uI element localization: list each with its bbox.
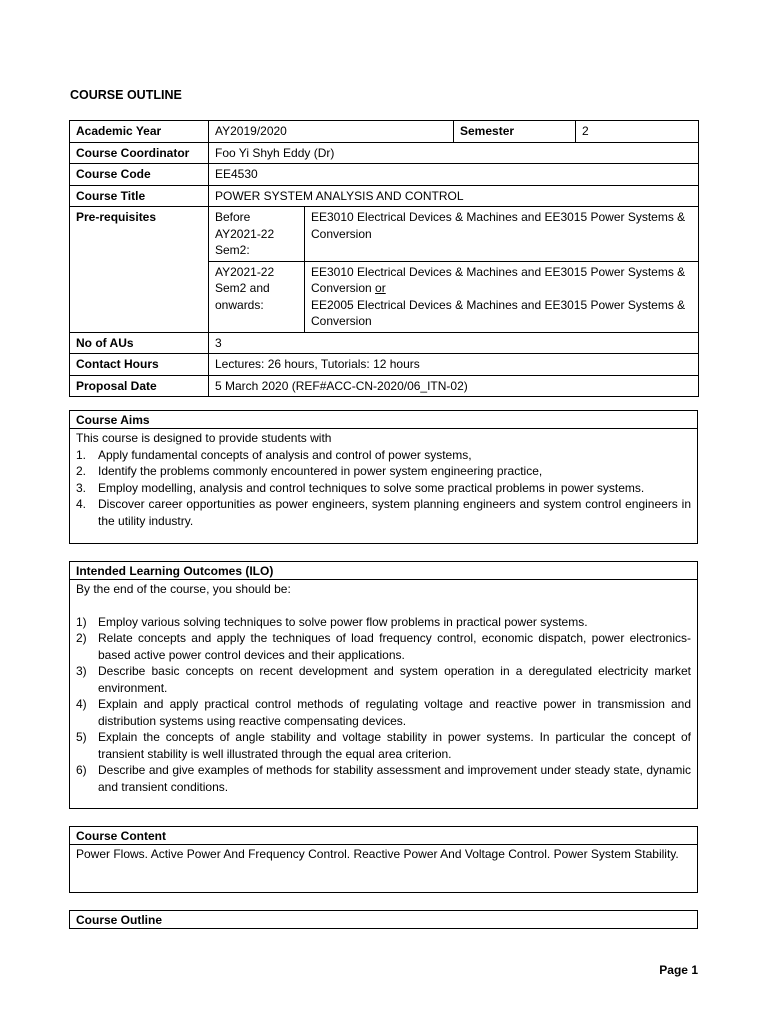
ilo-list bbox=[76, 614, 691, 796]
semester-value: 2 bbox=[576, 121, 699, 143]
prereq-after-value bbox=[305, 261, 699, 332]
course-outline-section bbox=[69, 910, 698, 929]
course-code-value: EE4530 bbox=[209, 164, 699, 186]
aim-item bbox=[76, 496, 691, 529]
aim-item-text: Discover career opportunities as power engineers, system planning engineers and system control engineers in the utility industry. bbox=[98, 497, 691, 528]
aim-item bbox=[76, 480, 691, 497]
ilo-item-text: Describe and give examples of methods for stability assessment and improvement under steady state, dynamic and transient conditions. bbox=[98, 763, 691, 794]
ilo-item-text: Relate concepts and apply the techniques of load frequency control, economic dispatch, power electronics-based active power control devices and their applications. bbox=[98, 631, 691, 662]
contact-hours-value: Lectures: 26 hours, Tutorials: 12 hours bbox=[209, 354, 699, 376]
proposal-date-value: 5 March 2020 (REF#ACC-CN-2020/06_ITN-02) bbox=[209, 375, 699, 397]
academic-year-row bbox=[70, 121, 699, 143]
aim-item-number: 1. bbox=[76, 447, 87, 462]
prereq-before-value: EE3010 Electrical Devices & Machines and EE3015 Power Systems & Conversion bbox=[305, 207, 699, 262]
ilo-item bbox=[76, 630, 691, 663]
document-title: COURSE OUTLINE bbox=[70, 88, 182, 102]
ilo-item-number: 1) bbox=[76, 614, 87, 629]
ilo-item bbox=[76, 696, 691, 729]
course-outline-heading: Course Outline bbox=[76, 913, 163, 927]
ilo-item-text: Describe basic concepts on recent development and system operation in a deregulated electricity market environment. bbox=[98, 664, 691, 695]
ilo-intro: By the end of the course, you should be: bbox=[76, 582, 291, 596]
ilo-item-text: Explain and apply practical control methods of regulating voltage and reactive power in transmission and distribution systems using reactive compensating devices. bbox=[98, 697, 691, 728]
ilo-heading: Intended Learning Outcomes (ILO) bbox=[70, 562, 697, 580]
aim-item bbox=[76, 447, 691, 464]
coordinator-row bbox=[70, 142, 699, 164]
course-aims-heading: Course Aims bbox=[70, 411, 697, 429]
course-content-text: Power Flows. Active Power And Frequency Control. Reactive Power And Voltage Control. Power System Stability. bbox=[76, 847, 679, 861]
aim-item bbox=[76, 463, 691, 480]
aim-item-number: 2. bbox=[76, 464, 87, 478]
ilo-item-number: 6) bbox=[76, 763, 87, 777]
ilo-item bbox=[76, 663, 691, 696]
academic-year-label: Academic Year bbox=[70, 121, 209, 143]
proposal-date-row bbox=[70, 375, 699, 397]
course-aims-list bbox=[76, 447, 691, 530]
course-title-row bbox=[70, 185, 699, 207]
aim-item-text: Employ modelling, analysis and control techniques to solve some practical problems in power systems. bbox=[98, 480, 645, 495]
coordinator-label: Course Coordinator bbox=[70, 142, 209, 164]
ilo-item-number: 5) bbox=[76, 730, 87, 744]
course-code-row bbox=[70, 164, 699, 186]
ilo-item-number: 3) bbox=[76, 664, 87, 678]
ilo-item-number: 2) bbox=[76, 631, 87, 645]
course-aims-section bbox=[69, 410, 698, 544]
academic-year-value: AY2019/2020 bbox=[209, 121, 454, 143]
ilo-section bbox=[69, 561, 698, 809]
prereq-before-label: Before AY2021-22 Sem2: bbox=[209, 207, 305, 262]
ilo-item bbox=[76, 614, 691, 631]
ilo-item-text: Employ various solving techniques to solve power flow problems in practical power systems. bbox=[98, 614, 588, 629]
aim-item-number: 3. bbox=[76, 480, 87, 495]
course-title-label: Course Title bbox=[70, 185, 209, 207]
semester-label: Semester bbox=[454, 121, 576, 143]
ilo-item bbox=[76, 729, 691, 762]
coordinator-value: Foo Yi Shyh Eddy (Dr) bbox=[209, 142, 699, 164]
course-info-table bbox=[69, 120, 699, 397]
aus-label: No of AUs bbox=[70, 332, 209, 354]
prereq-or: or bbox=[375, 281, 386, 295]
ilo-item-text: Explain the concepts of angle stability and voltage stability in power systems. In particular the concept of transient stability is well illustrated through the equal area criterion. bbox=[98, 730, 691, 761]
course-content-heading: Course Content bbox=[70, 827, 697, 845]
ilo-item bbox=[76, 762, 691, 795]
course-title-value: POWER SYSTEM ANALYSIS AND CONTROL bbox=[209, 185, 699, 207]
course-code-label: Course Code bbox=[70, 164, 209, 186]
aim-item-text: Identify the problems commonly encountered in power system engineering practice, bbox=[98, 464, 543, 478]
aim-item-text: Apply fundamental concepts of analysis and control of power systems, bbox=[98, 447, 472, 462]
prereq-label: Pre-requisites bbox=[70, 207, 209, 333]
course-aims-intro: This course is designed to provide students with bbox=[76, 431, 332, 445]
aus-row bbox=[70, 332, 699, 354]
prereq-after-label: AY2021-22 Sem2 and onwards: bbox=[209, 261, 305, 332]
prereq-after-option-2: EE2005 Electrical Devices & Machines and EE3015 Power Systems & Conversion bbox=[311, 297, 686, 328]
proposal-date-label: Proposal Date bbox=[70, 375, 209, 397]
prereq-after-option-1: EE3010 Electrical Devices & Machines and EE3015 Power Systems & Conversion bbox=[311, 264, 686, 295]
page-number: Page 1 bbox=[659, 963, 698, 977]
aim-item-number: 4. bbox=[76, 497, 87, 511]
prereq-before-row bbox=[70, 207, 699, 262]
contact-hours-label: Contact Hours bbox=[70, 354, 209, 376]
aus-value: 3 bbox=[209, 332, 699, 354]
contact-hours-row bbox=[70, 354, 699, 376]
course-content-section bbox=[69, 826, 698, 893]
ilo-item-number: 4) bbox=[76, 697, 87, 711]
